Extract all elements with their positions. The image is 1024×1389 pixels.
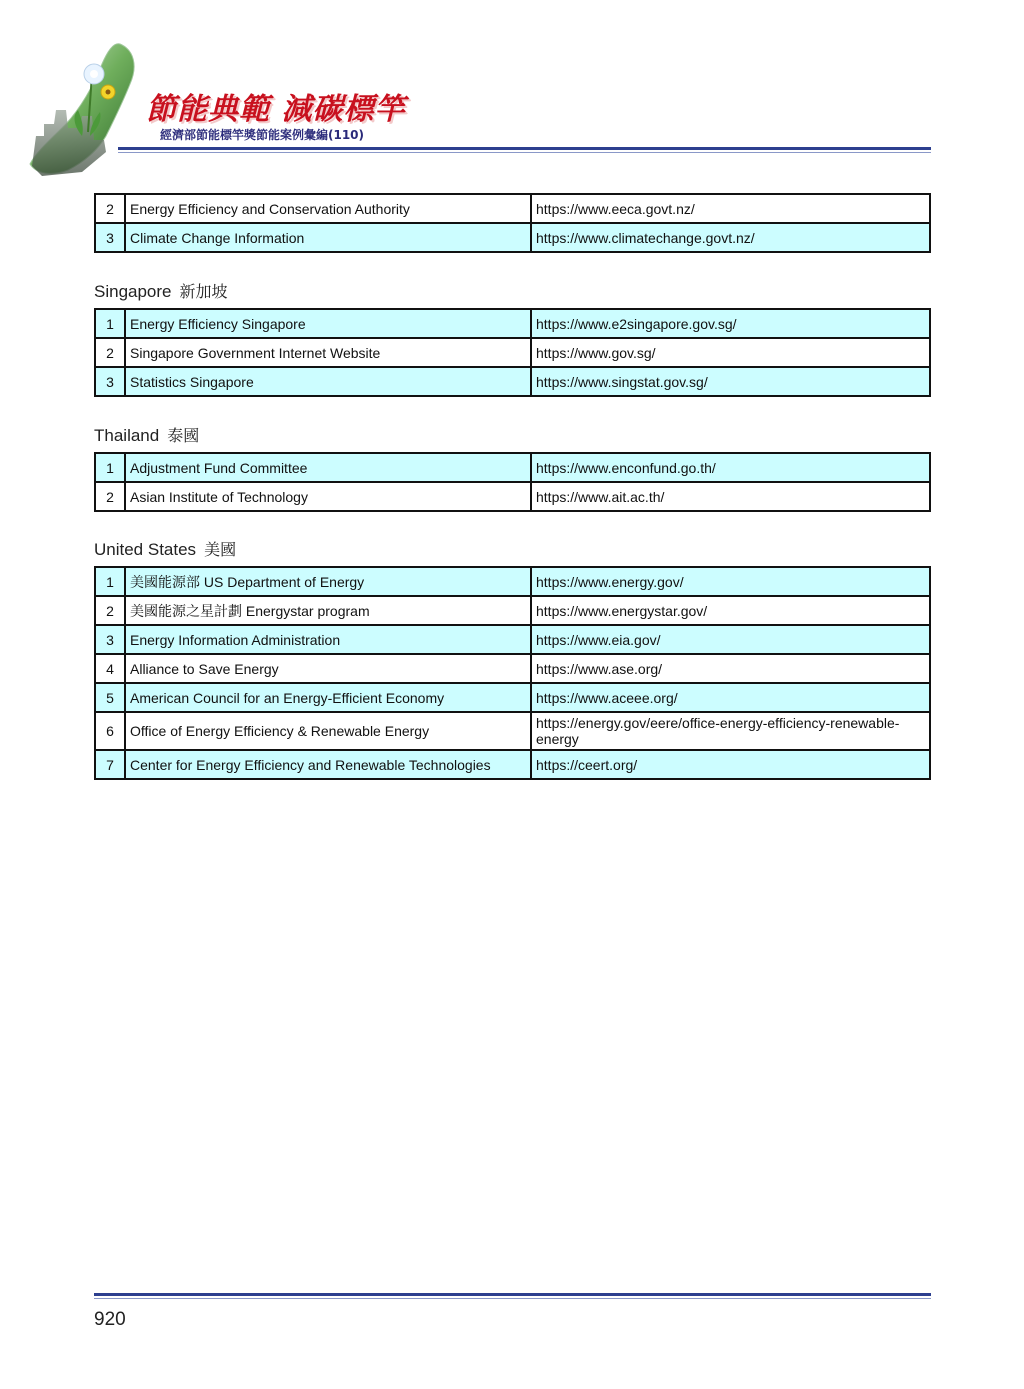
website-link[interactable]: https://www.singstat.gov.sg/ [531, 367, 930, 396]
table-row [95, 367, 930, 396]
table-row [95, 309, 930, 338]
organization-name: Asian Institute of Technology [125, 482, 531, 511]
section-title-cn: 新加坡 [179, 282, 228, 301]
thailand-resource-table [94, 452, 931, 512]
organization-name: Center for Energy Efficiency and Renewable Technologies [125, 750, 531, 779]
organization-name: Energy Information Administration [125, 625, 531, 654]
taiwan-island-flower-logo [22, 40, 147, 180]
row-number: 4 [95, 654, 125, 683]
row-number: 3 [95, 223, 125, 252]
header-rule-thin [118, 152, 931, 153]
footer-rule-thin [94, 1298, 931, 1299]
table-row [95, 596, 930, 625]
header-subtitle: 經濟部節能標竿獎節能案例彙編(110) [160, 128, 365, 142]
organization-name: American Council for an Energy-Efficient Economy [125, 683, 531, 712]
footer-rule [94, 1293, 931, 1296]
row-number: 1 [95, 567, 125, 596]
table-row [95, 683, 930, 712]
table-row [95, 567, 930, 596]
row-number: 2 [95, 338, 125, 367]
header-title: 節能典範 減碳標竿 [146, 92, 406, 127]
website-link[interactable]: https://energy.gov/eere/office-energy-efficiency-renewable-energy [531, 712, 930, 750]
table-row [95, 482, 930, 511]
row-number: 3 [95, 625, 125, 654]
organization-name: Office of Energy Efficiency & Renewable Energy [125, 712, 531, 750]
table-row [95, 625, 930, 654]
organization-name: Statistics Singapore [125, 367, 531, 396]
website-link[interactable]: https://www.ait.ac.th/ [531, 482, 930, 511]
organization-name: Adjustment Fund Committee [125, 453, 531, 482]
table-row [95, 750, 930, 779]
section-title-en: United States [94, 540, 197, 559]
table-row [95, 338, 930, 367]
row-number: 2 [95, 482, 125, 511]
website-link[interactable]: https://www.e2singapore.gov.sg/ [531, 309, 930, 338]
singapore-resource-table [94, 308, 931, 397]
table-row [95, 654, 930, 683]
organization-name: Singapore Government Internet Website [125, 338, 531, 367]
website-link[interactable]: https://www.ase.org/ [531, 654, 930, 683]
website-link[interactable]: https://www.gov.sg/ [531, 338, 930, 367]
website-link[interactable]: https://www.aceee.org/ [531, 683, 930, 712]
row-number: 7 [95, 750, 125, 779]
row-number: 5 [95, 683, 125, 712]
row-number: 6 [95, 712, 125, 750]
organization-name: Climate Change Information [125, 223, 531, 252]
section-title-singapore [94, 279, 228, 302]
united-states-resource-table [94, 566, 931, 780]
organization-name: Alliance to Save Energy [125, 654, 531, 683]
section-title-united-states [94, 537, 236, 560]
nz-resource-table [94, 193, 931, 253]
page-number: 920 [94, 1309, 126, 1330]
row-number: 2 [95, 596, 125, 625]
website-link[interactable]: https://www.energy.gov/ [531, 567, 930, 596]
table-row [95, 712, 930, 750]
header-rule [118, 147, 931, 150]
section-title-cn: 泰國 [167, 426, 200, 445]
page-header [0, 0, 1024, 190]
table-row [95, 453, 930, 482]
website-link[interactable]: https://www.energystar.gov/ [531, 596, 930, 625]
organization-name: Energy Efficiency and Conservation Authority [125, 194, 531, 223]
website-link[interactable]: https://www.eia.gov/ [531, 625, 930, 654]
table-row [95, 223, 930, 252]
row-number: 1 [95, 309, 125, 338]
section-title-thailand [94, 423, 199, 446]
table-row [95, 194, 930, 223]
section-title-cn: 美國 [204, 540, 237, 559]
website-link[interactable]: https://www.enconfund.go.th/ [531, 453, 930, 482]
section-title-en: Singapore [94, 282, 172, 301]
row-number: 3 [95, 367, 125, 396]
website-link[interactable]: https://www.climatechange.govt.nz/ [531, 223, 930, 252]
website-link[interactable]: https://ceert.org/ [531, 750, 930, 779]
organization-name: Energy Efficiency Singapore [125, 309, 531, 338]
row-number: 2 [95, 194, 125, 223]
website-link[interactable]: https://www.eeca.govt.nz/ [531, 194, 930, 223]
organization-name: 美國能源部 US Department of Energy [125, 567, 531, 596]
section-title-en: Thailand [94, 426, 160, 445]
organization-name: 美國能源之星計劃 Energystar program [125, 596, 531, 625]
row-number: 1 [95, 453, 125, 482]
